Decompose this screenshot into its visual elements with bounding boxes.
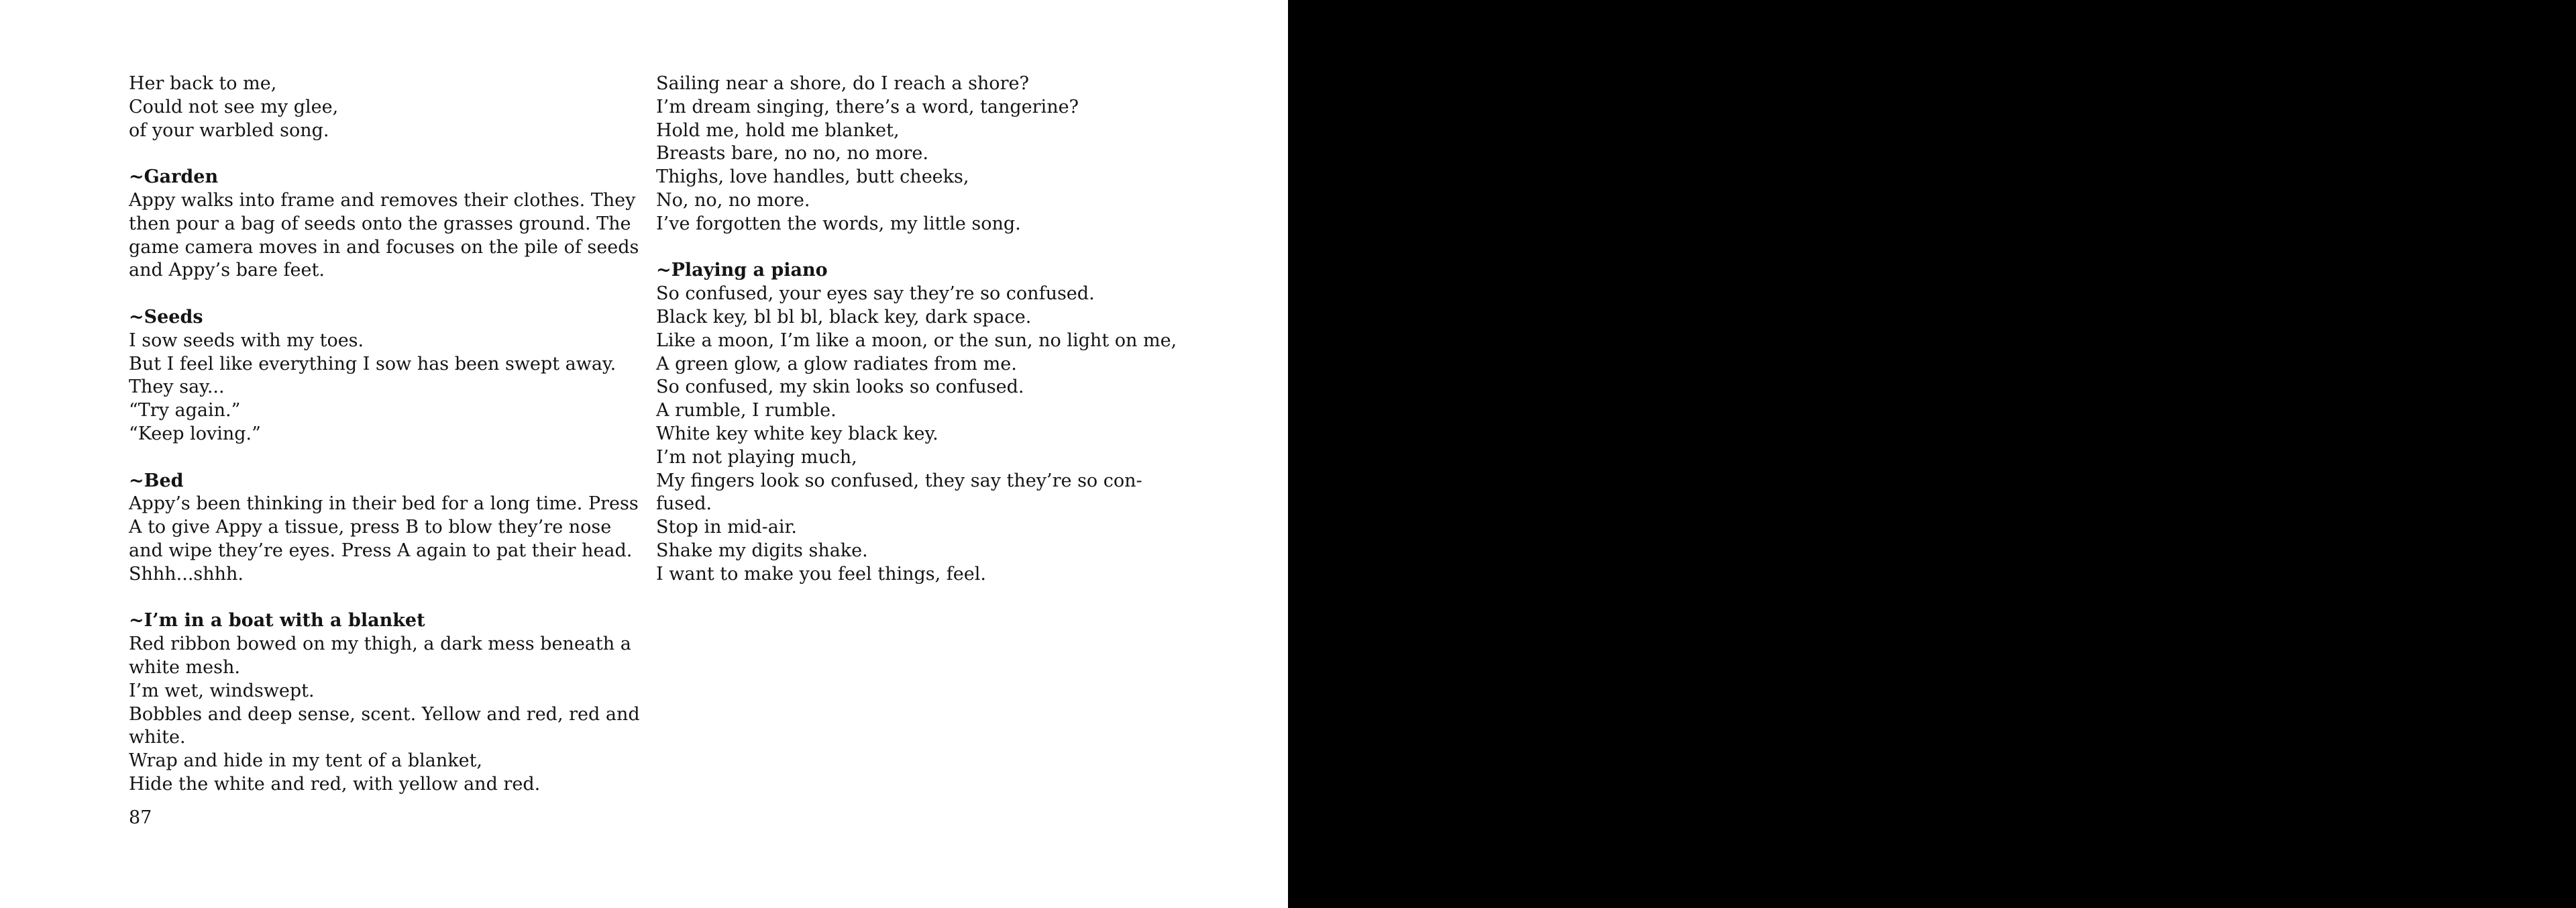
- text-line: Could not see my glee,: [129, 96, 339, 117]
- text-line: “Try again.”: [129, 400, 241, 421]
- text-column-1: [129, 72, 640, 820]
- text-line: Stop in mid-air.: [656, 517, 797, 538]
- text-line: “Keep loving.”: [129, 423, 261, 444]
- text-line: I sow seeds with my toes.: [129, 330, 364, 351]
- page-number: 87: [129, 807, 152, 828]
- poem-section: [129, 306, 625, 446]
- text-line: Black key, bl bl bl, black key, dark space.: [656, 306, 1032, 327]
- text-line: A rumble, I rumble.: [656, 400, 837, 421]
- text-line: fused.: [656, 493, 712, 515]
- poem-section: [129, 609, 640, 796]
- poem-section: [656, 259, 1179, 586]
- poem-section: [129, 166, 639, 283]
- text-line: Her back to me,: [129, 73, 277, 94]
- text-line: So confused, your eyes say they’re so confused.: [656, 283, 1095, 305]
- text-line: Hide the white and red, with yellow and red.: [129, 773, 541, 795]
- text-line: Breasts bare, no no, no more.: [656, 143, 928, 164]
- text-line: Wrap and hide in my tent of a blanket,: [129, 750, 483, 772]
- text-line: Thighs, love handles, butt cheeks,: [656, 166, 969, 188]
- section-heading: ~Seeds: [129, 306, 203, 327]
- text-line: Hold me, hold me blanket,: [656, 119, 900, 141]
- text-line: Appy’s been thinking in their bed for a long time. Press: [129, 493, 639, 515]
- text-line: game camera moves in and focuses on the pile of seeds: [129, 236, 639, 258]
- text-line: I’m not playing much,: [656, 446, 857, 468]
- text-line: White key white key black key.: [656, 423, 938, 444]
- right-page: [1288, 0, 2576, 908]
- poem-section: [656, 72, 1179, 236]
- text-line: and Appy’s bare feet.: [129, 260, 325, 281]
- text-line: Bobbles and deep sense, scent. Yellow and red, red and: [129, 703, 640, 725]
- text-line: I’m wet, windswept.: [129, 680, 315, 701]
- text-line: and wipe they’re eyes. Press A again to pat their head.: [129, 540, 633, 561]
- text-line: So confused, my skin looks so confused.: [656, 376, 1024, 398]
- text-line: of your warbled song.: [129, 119, 329, 141]
- text-line: I want to make you feel things, feel.: [656, 563, 986, 585]
- poem-section: [129, 470, 639, 587]
- text-line: Shhh...shhh.: [129, 563, 244, 585]
- section-heading: ~Playing a piano: [656, 260, 828, 281]
- text-line: My fingers look so confused, they say they’re so con-: [656, 470, 1142, 491]
- text-line: A to give Appy a tissue, press B to blow they’re nose: [129, 517, 612, 538]
- section-heading: ~I’m in a boat with a blanket: [129, 610, 425, 632]
- poem-section: [129, 72, 625, 142]
- text-line: A green glow, a glow radiates from me.: [656, 353, 1017, 374]
- text-line: then pour a bag of seeds onto the grasses ground. The: [129, 213, 631, 234]
- text-line: They say...: [129, 376, 225, 398]
- text-line: Red ribbon bowed on my thigh, a dark mess beneath a: [129, 634, 631, 655]
- text-line: I’ve forgotten the words, my little song.: [656, 213, 1021, 234]
- text-line: But I feel like everything I sow has been swept away.: [129, 353, 616, 374]
- text-line: Shake my digits shake.: [656, 540, 868, 561]
- section-heading: ~Garden: [129, 166, 219, 188]
- text-column-2: [656, 72, 1179, 609]
- section-heading: ~Bed: [129, 470, 184, 491]
- text-line: Like a moon, I’m like a moon, or the sun, no light on me,: [656, 330, 1177, 351]
- text-line: white.: [129, 727, 186, 748]
- text-line: I’m dream singing, there’s a word, tangerine?: [656, 96, 1079, 117]
- text-line: No, no, no more.: [656, 189, 810, 211]
- text-line: white mesh.: [129, 656, 240, 678]
- text-line: Sailing near a shore, do I reach a shore?: [656, 73, 1029, 94]
- text-line: Appy walks into frame and removes their clothes. They: [129, 189, 636, 211]
